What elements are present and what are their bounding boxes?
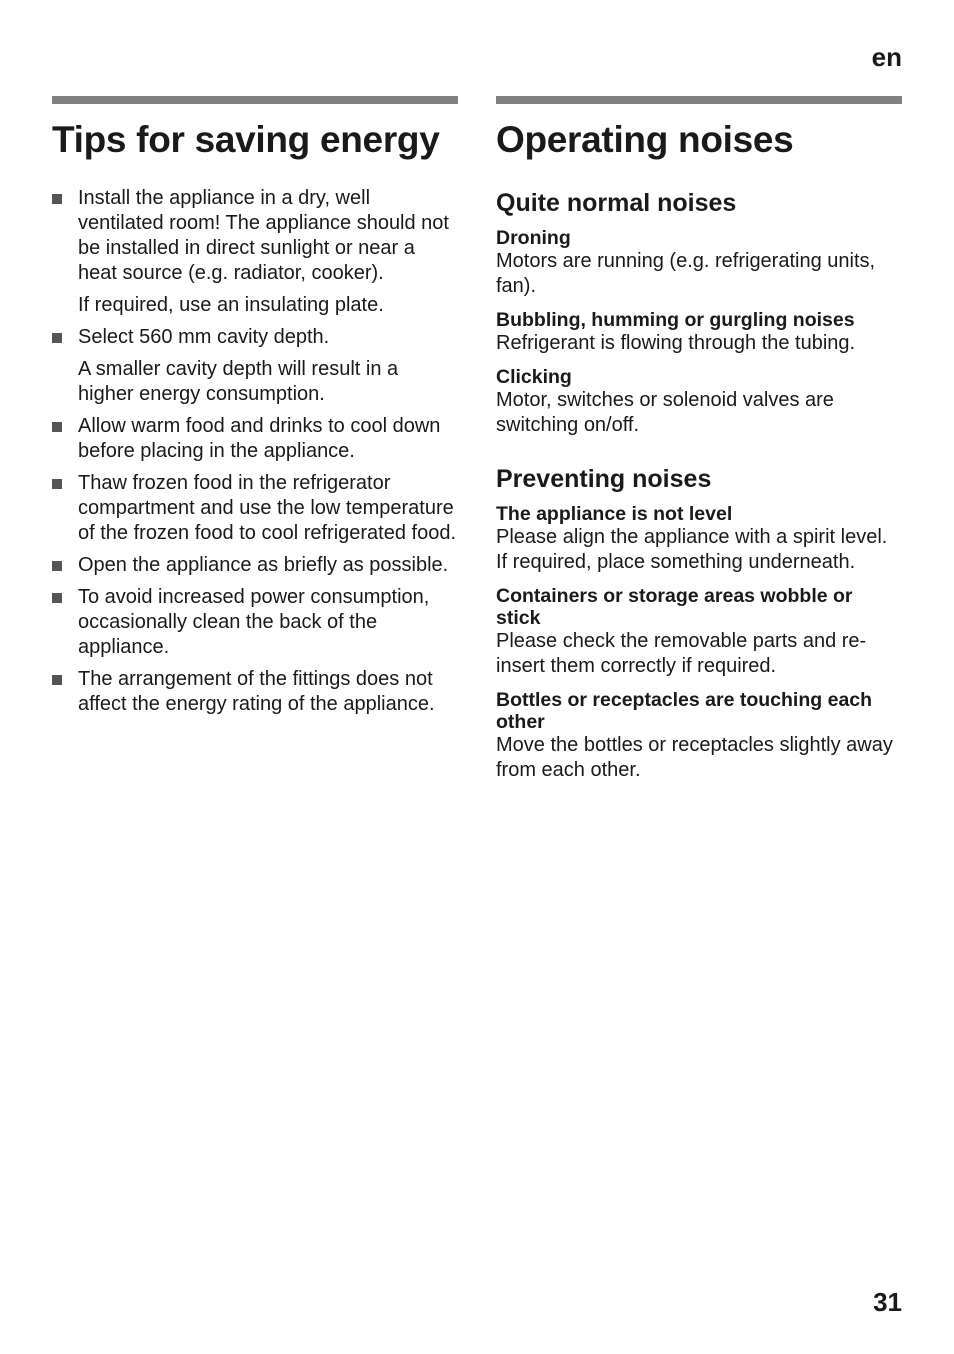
list-item	[52, 553, 458, 578]
list-item	[52, 186, 458, 318]
noise-entry	[496, 689, 902, 783]
noise-term: The appliance is not level	[496, 503, 733, 525]
square-bullet-icon	[52, 561, 62, 571]
noise-term: Clicking	[496, 366, 572, 388]
square-bullet-icon	[52, 593, 62, 603]
noise-term: Bubbling, humming or gurgling noises	[496, 309, 855, 331]
language-code: en	[871, 42, 902, 72]
noise-term: Bottles or receptacles are touching each other	[496, 689, 873, 733]
square-bullet-icon	[52, 333, 62, 343]
noise-entry	[496, 309, 902, 356]
noise-entry	[496, 503, 902, 575]
square-bullet-icon	[52, 422, 62, 432]
tip-text: Install the appliance in a dry, well ventilated room! The appliance should not be installed in direct sunlight or near a heat source (e.g. radiator, cooker).	[78, 187, 449, 284]
operating-noises-title: Operating noises	[496, 119, 794, 160]
noise-entry	[496, 366, 902, 438]
page-number: 31	[873, 1287, 902, 1317]
operating-noises-section	[496, 96, 902, 793]
noise-description: Move the bottles or receptacles slightly away from each other.	[496, 734, 893, 781]
list-item	[52, 667, 458, 717]
tip-text: Open the appliance as briefly as possible.	[78, 554, 449, 576]
list-item	[52, 585, 458, 660]
noise-term: Droning	[496, 227, 571, 249]
tip-text: The arrangement of the fittings does not affect the energy rating of the appliance.	[78, 668, 435, 715]
tip-note: If required, use an insulating plate.	[78, 294, 384, 316]
list-item	[52, 471, 458, 546]
energy-tips-title: Tips for saving energy	[52, 119, 440, 160]
noise-entry	[496, 227, 902, 299]
noise-term: Containers or storage areas wobble or stick	[496, 585, 853, 629]
square-bullet-icon	[52, 479, 62, 489]
list-item	[52, 414, 458, 464]
tip-text: Select 560 mm cavity depth.	[78, 326, 330, 348]
section-rule	[52, 96, 458, 104]
noise-description: Motor, switches or solenoid valves are switching on/off.	[496, 389, 834, 436]
tip-text: Allow warm food and drinks to cool down before placing in the appliance.	[78, 415, 441, 462]
square-bullet-icon	[52, 675, 62, 685]
noise-description: Please align the appliance with a spirit level. If required, place something underneath.	[496, 526, 888, 573]
noise-description: Refrigerant is flowing through the tubing.	[496, 332, 856, 354]
normal-noises-heading: Quite normal noises	[496, 189, 737, 217]
list-item	[52, 325, 458, 407]
noise-description: Please check the removable parts and re-insert them correctly if required.	[496, 630, 867, 677]
square-bullet-icon	[52, 194, 62, 204]
preventing-noises-heading: Preventing noises	[496, 465, 712, 493]
noise-description: Motors are running (e.g. refrigerating units, fan).	[496, 250, 876, 297]
energy-tips-section	[52, 96, 458, 724]
noise-entry	[496, 585, 902, 679]
section-rule	[496, 96, 902, 104]
tip-note: A smaller cavity depth will result in a higher energy consumption.	[78, 358, 399, 405]
tip-text: Thaw frozen food in the refrigerator compartment and use the low temperature of the frozen food to cool refrigerated food.	[78, 472, 457, 544]
tip-text: To avoid increased power consumption, occasionally clean the back of the appliance.	[78, 586, 430, 658]
energy-tips-list	[52, 186, 458, 717]
